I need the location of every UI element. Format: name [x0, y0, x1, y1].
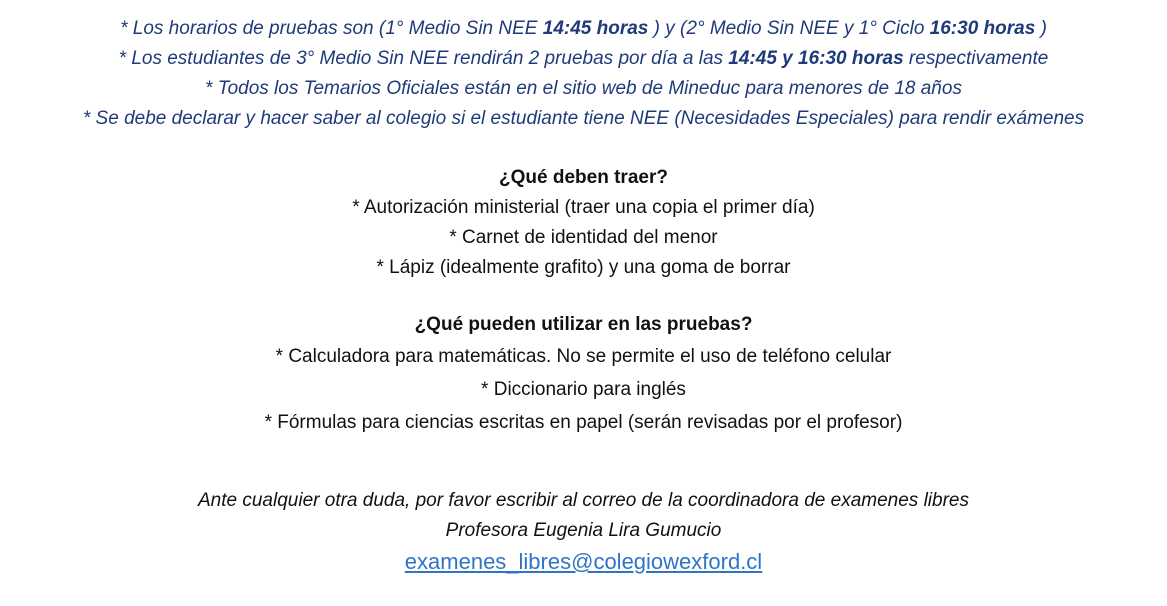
schedule-time-2: 16:30 horas [929, 18, 1036, 39]
syllabus-note: * Todos los Temarios Oficiales están en el sitio web de Mineduc para menores de 18 años [205, 78, 962, 99]
contact-text: Ante cualquier otra duda, por favor escribir al correo de la coordinadora de examenes libres [198, 490, 969, 511]
email-link[interactable]: examenes_libres@colegiowexford.cl [404, 549, 763, 574]
email-line [0, 549, 1167, 575]
third-grade-note [0, 48, 1167, 70]
schedule-note-part1: * Los horarios de pruebas son (1° Medio Sin NEE [120, 18, 543, 39]
use-heading: ¿Qué pueden utilizar en las pruebas? [414, 314, 753, 335]
use-item: * Diccionario para inglés [481, 379, 686, 400]
bring-item: * Autorización ministerial (traer una copia el primer día) [352, 197, 815, 218]
third-grade-note-part2: respectivamente [903, 48, 1049, 69]
use-item: * Calculadora para matemáticas. No se permite el uso de teléfono celular [275, 346, 892, 367]
bring-item: * Carnet de identidad del menor [449, 227, 718, 248]
schedule-note-part2: ) y (2° Medio Sin NEE y 1° Ciclo [648, 18, 930, 39]
coordinator-name: Profesora Eugenia Lira Gumucio [445, 520, 722, 541]
bring-heading: ¿Qué deben traer? [499, 167, 668, 188]
schedule-note-part3: ) [1035, 18, 1047, 39]
schedule-time-1: 14:45 horas [542, 18, 649, 39]
nee-declaration-note: * Se debe declarar y hacer saber al colegio si el estudiante tiene NEE (Necesidades Especiales) para rendir exámenes [82, 108, 1085, 129]
use-item: * Fórmulas para ciencias escritas en papel (serán revisadas por el profesor) [264, 412, 903, 433]
third-grade-times: 14:45 y 16:30 horas [728, 48, 904, 69]
third-grade-note-part1: * Los estudiantes de 3° Medio Sin NEE rendirán 2 pruebas por día a las [118, 48, 729, 69]
schedule-note [0, 18, 1167, 40]
bring-item: * Lápiz (idealmente grafito) y una goma de borrar [376, 257, 791, 278]
